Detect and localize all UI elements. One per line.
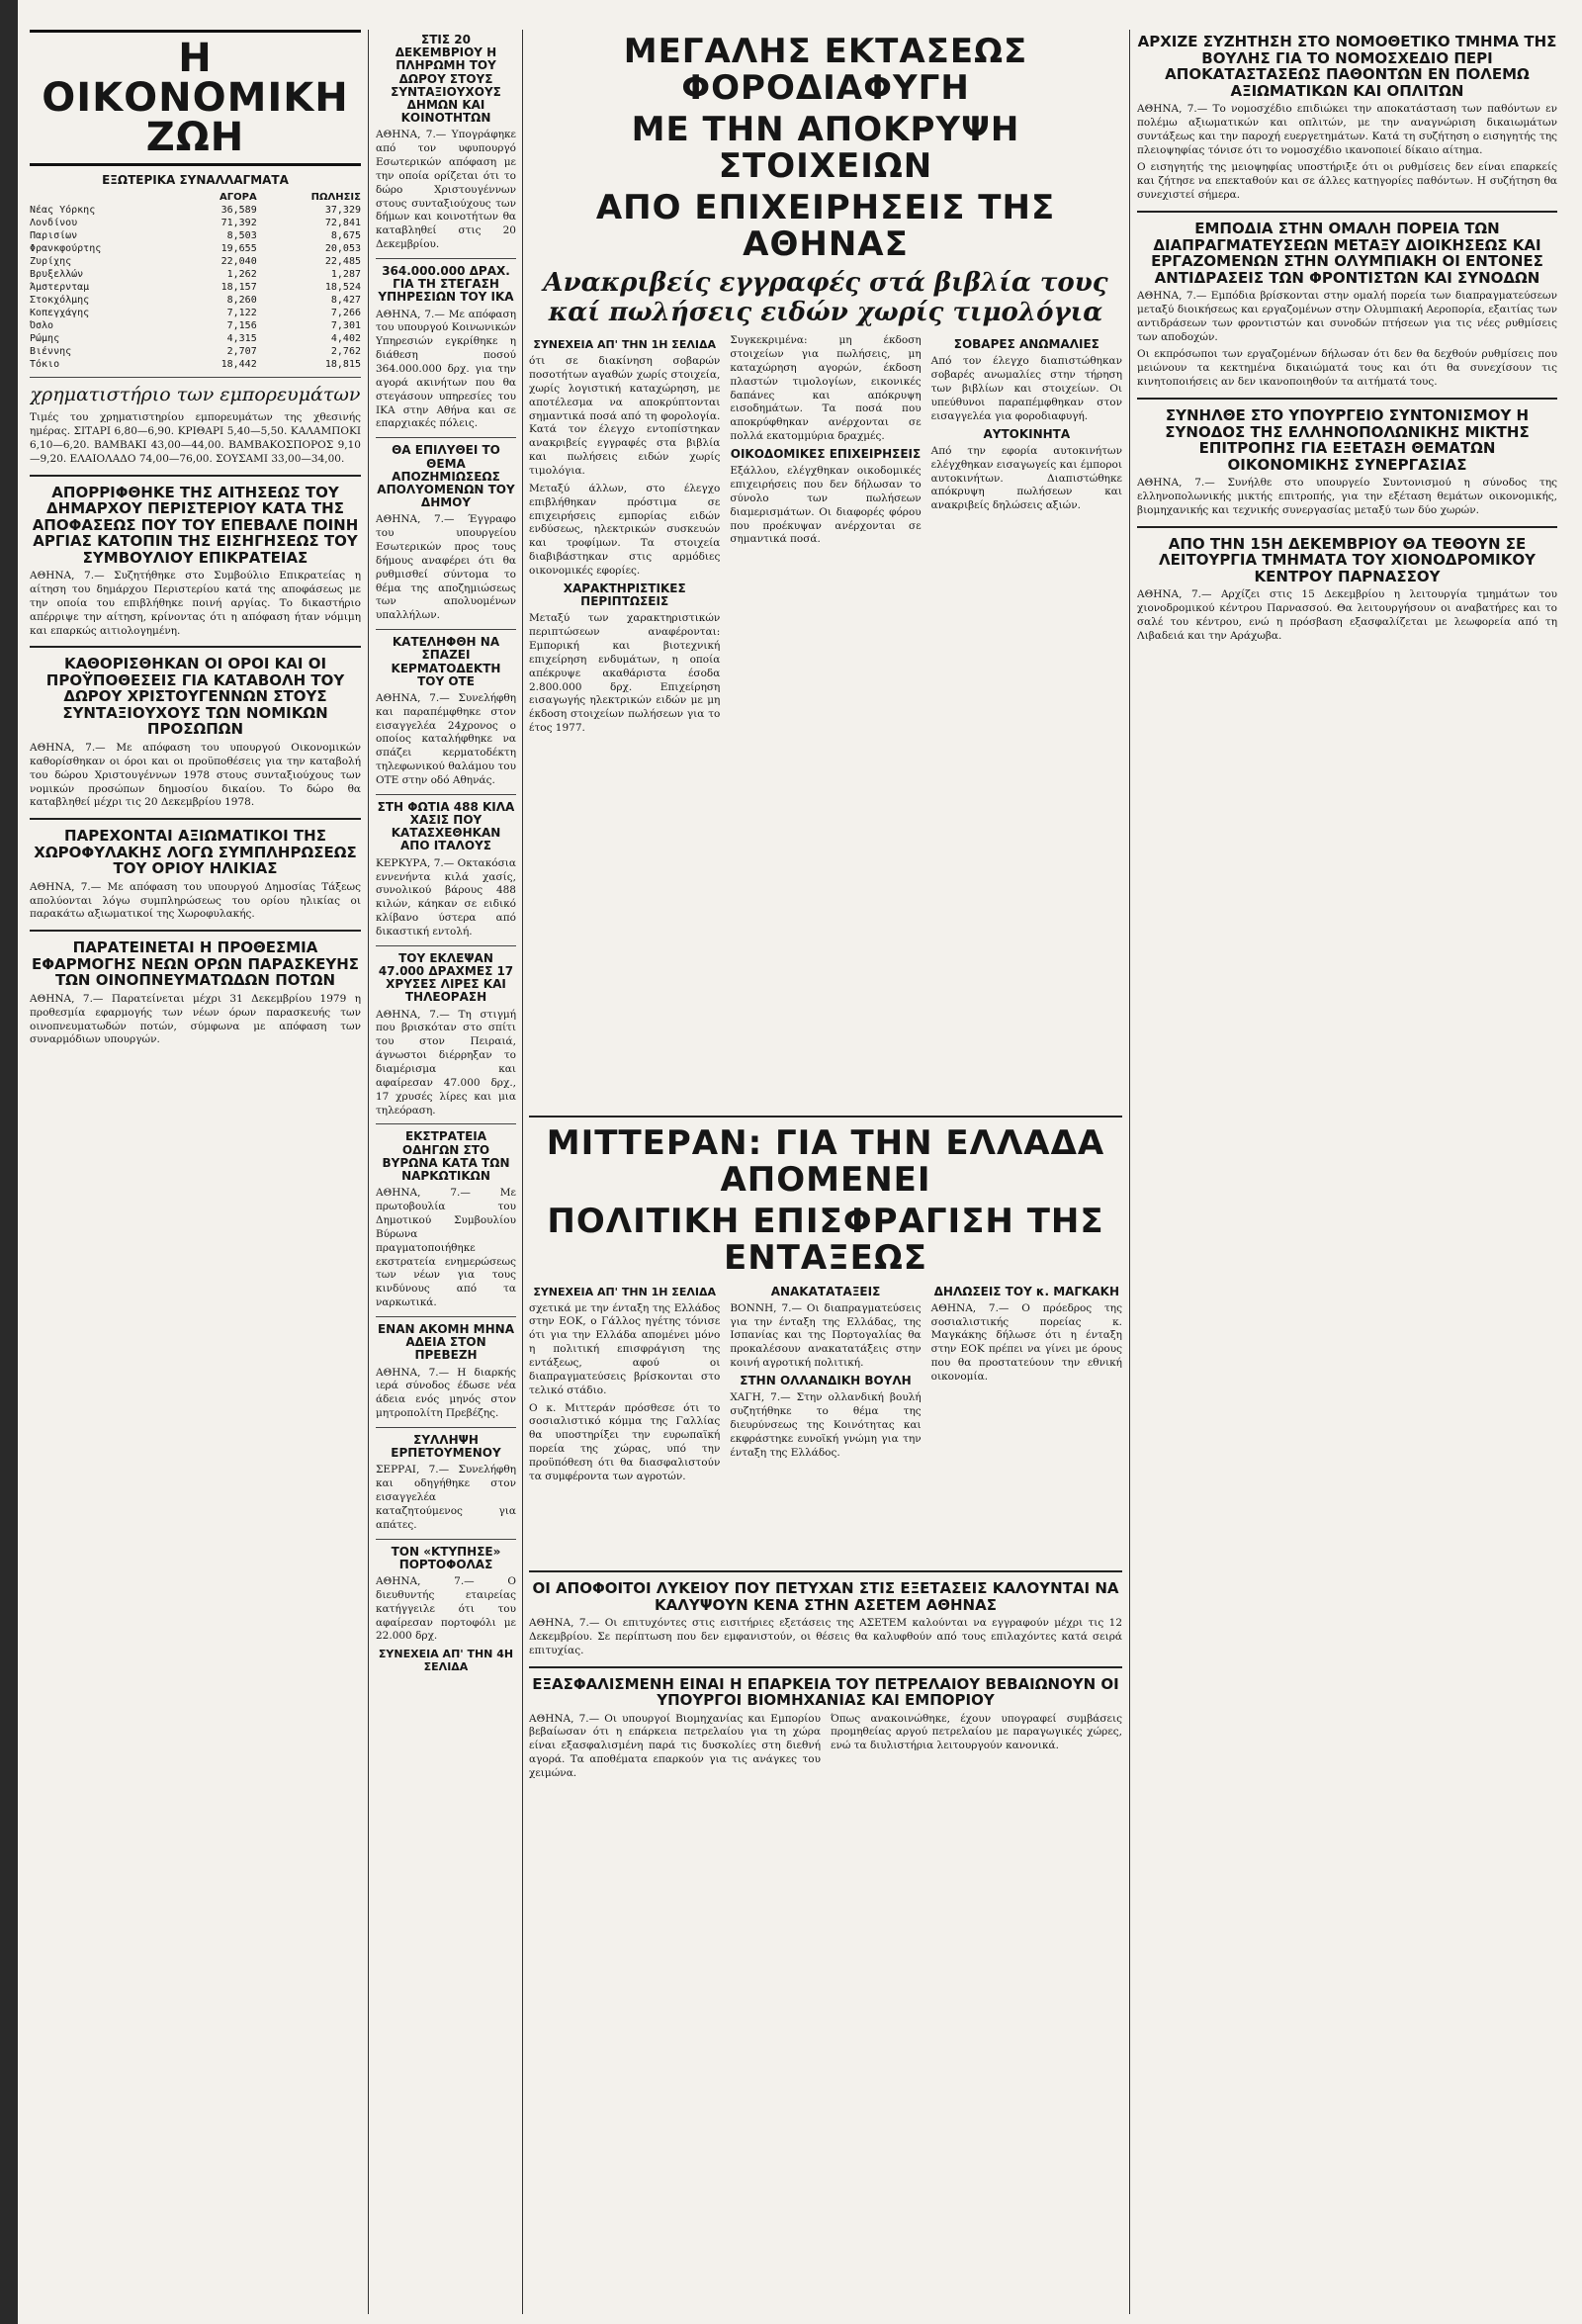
continuation-marker: ΣΥΝΕΧΕΙΑ ΑΠ' ΤΗΝ 4Η ΣΕΛΙΔΑ [378,1648,514,1674]
exchange-buy: 4,315 [226,333,257,345]
exchange-row [30,358,361,371]
exchange-currency: Νέας Υόρκης [30,205,96,217]
section-auto: ΑΥΤΟΚΙΝΗΤΑ [983,426,1071,441]
headline-parnassos: ΑΠΟ ΤΗΝ 15Η ΔΕΚΕΜΒΡΙΟΥ ΘΑ ΤΕΘΟΥΝ ΣΕ ΛΕΙΤΟΥΡΓΙΑ ΤΜΗΜΑΤΑ ΤΟΥ ΧΙΟΝΟΔΡΟΜΙΚΟΥ ΚΕΝΤΡΟΥ ΠΑΡΝΑΣΣΟΥ [1159,534,1536,585]
exchange-sell: 22,485 [324,256,361,268]
article-theft: ΑΘΗΝΑ, 7.— Τη στιγμή που βρισκόταν στο σπίτι του στον Πειραιά, άγνωστοι διέρρηξαν το διαμέρισμα και αφαίρεσαν 47.000 δρχ., 17 χρυσές λίρες και μια τηλεόραση. [376,1008,516,1117]
headline-christmas-bonus: ΚΑΘΟΡΙΣΘΗΚΑΝ ΟΙ ΟΡΟΙ ΚΑΙ ΟΙ ΠΡΟΫΠΟΘΕΣΕΙΣ ΓΙΑ ΚΑΤΑΒΟΛΗ ΤΟΥ ΔΩΡΟΥ ΧΡΙΣΤΟΥΓΕΝΝΩΝ ΣΤΟΥΣ ΣΥΝΤΑΞΙΟΥΧΟΥΣ ΤΩΝ ΝΟΜΙΚΩΝ ΠΡΟΣΩΠΩΝ [45,655,345,739]
headline-greek-polish: ΣΥΝΗΛΘΕ ΣΤΟ ΥΠΟΥΡΓΕΙΟ ΣΥΝΤΟΝΙΣΜΟΥ Η ΣΥΝΟΔΟΣ ΤΗΣ ΕΛΛΗΝΟΠΟΛΩΝΙΚΗΣ ΜΙΚΤΗΣ ΕΠΙΤΡΟΠΗΣ ΓΙΑ ΕΞΕΤΑΣΗ ΘΕΜΑΤΩΝ ΟΙΚΟΝΟΜΙΚΗΣ ΣΥΝΕΡΓΑΣΙΑΣ [1165,406,1530,474]
headline-theft: ΤΟΥ ΕΚΛΕΨΑΝ 47.000 ΔΡΑΧΜΕΣ 17 ΧΡΥΣΕΣ ΛΙΡΕΣ ΚΑΙ ΤΗΛΕΟΡΑΣΗ [378,950,514,1005]
main-text-5: Από τον έλεγχο διαπιστώθηκαν σοβαρές ανωμαλίες στην τήρηση των βιβλίων και στοιχείων. Οι υπεύθυνοι παραπέμφθηκαν στον εισαγγελέα για φοροδιαφυγή. [930,355,1122,422]
exchange-row [30,307,361,319]
exchange-sell: 4,402 [330,333,361,345]
exchange-sell: 7,266 [330,308,361,319]
commodities-text: Τιμές του χρηματιστηρίου εμπορευμάτων της χθεσινής ημέρας. ΣΙΤΑΡΙ 6,80—6,90. ΚΡΙΘΑΡΙ 5,40—5,50. ΚΑΛΑΜΠΟΚΙ 6,10—6,20. ΒΑΜΒΑΚΙ 43,00—44,00. ΒΑΜΒΑΚΟΣΠΟΡΟΣ 9,10—9,20. ΕΛΑΙΟΛΑΔΟ 74,00—76,00. ΣΟΥΣΑΜΙ 33,00—34,00. [30,411,361,465]
commodities-title: χρηματιστήριο των εμπορευμάτων [30,384,361,406]
headline-gendarmerie: ΠΑΡΕΧΟΝΤΑΙ ΑΞΙΩΜΑΤΙΚΟΙ ΤΗΣ ΧΩΡΟΦΥΛΑΚΗΣ ΛΟΓΩ ΣΥΜΠΛΗΡΩΣΕΩΣ ΤΟΥ ΟΡΙΟΥ ΗΛΙΚΙΑΣ [34,827,357,878]
headline-oil: ΕΞΑΣΦΑΛΙΣΜΕΝΗ ΕΙΝΑΙ Η ΕΠΑΡΚΕΙΑ ΤΟΥ ΠΕΤΡΕΛΑΙΟΥ ΒΕΒΑΙΩΝΟΥΝ ΟΙ ΥΠΟΥΡΓΟΙ ΒΙΟΜΗΧΑΝΙΑΣ ΚΑΙ ΕΜΠΟΡΙΟΥ [532,1674,1119,1710]
article-war-victims-2: Ο εισηγητής της μειοψηφίας υποστήριξε ότι οι ρυθμίσεις δεν είναι επαρκείς και ζήτησε να επεκταθούν και σε άλλες κατηγορίες παθόντων. Η συζήτηση θα συνεχιστεί σήμερα. [1137,161,1557,202]
exchange-currency: Παρισίων [30,230,78,242]
article-war-victims: ΑΘΗΝΑ, 7.— Το νομοσχέδιο επιδιώκει την αποκατάσταση των παθόντων εν πολέμω αξιωματικών και οπλιτών, με την αναγνώριση δικαιωμάτων συντάξεως και την παροχή ευεργετημάτων. Κατά τη συζήτηση ο εισηγητής της πλειοψηφίας τόνισε ότι το νομοσχέδιο ικανοποιεί δίκαιο αίτημα. [1137,103,1557,156]
headline-bonus-municipalities: ΣΤΙΣ 20 ΔΕΚΕΜΒΡΙΟΥ Η ΠΛΗΡΩΜΗ ΤΟΥ ΔΩΡΟΥ ΣΤΟΥΣ ΣΥΝΤΑΞΙΟΥΧΟΥΣ ΔΗΜΩΝ ΚΑΙ ΚΟΙΝΟΤΗΤΩΝ [391,33,501,126]
exchange-currency: Όσλο [30,320,54,332]
exchange-row [30,268,361,281]
exchange-buy: 1,262 [226,269,257,281]
column-briefs [376,30,516,2314]
exchange-row [30,319,361,332]
binding-gutter [0,0,18,2324]
exchange-buy: 7,122 [226,308,257,319]
main-subheadline: Ανακριβείς εγγραφές στά βιβλία τους καί πωλήσεις ειδών χωρίς τιμολόγια [543,268,1108,328]
article-ote: ΑΘΗΝΑ, 7.— Συνελήφθη και παραπέμφθηκε στον εισαγγελέα 24χρονος ο οποίος καταλήφθηκε να σπάζει κερματοδέκτη τηλεφωνικού θαλάμου του ΟΤΕ στην οδό Αθηνάς. [376,691,516,787]
article-byronas: ΑΘΗΝΑ, 7.— Με πρωτοβουλία του Δημοτικού Συμβουλίου Βύρωνα πραγματοποιήθηκε εκστρατεία ενημερώσεως των νέων για τους κινδύνους από τα ναρκωτικά. [376,1187,516,1309]
article-olympic: ΑΘΗΝΑ, 7.— Εμπόδια βρίσκονται στην ομαλή πορεία των διαπραγματεύσεων μεταξύ διοικήσεως και εργαζομένων στην Ολυμπιακή Αεροπορία, εξαιτίας των αντιδράσεων των φροντιστών και συνοδών πτήσεων για τις νέες ρυθμίσεις των αποδοχών. [1137,290,1557,343]
exchange-currency: Βιέννης [30,346,72,358]
exchange-table [30,191,361,371]
exchange-buy: 8,260 [226,295,257,307]
mitterrand-continuation: ΣΥΝΕΧΕΙΑ ΑΠ' ΤΗΝ 1Η ΣΕΛΙΔΑ [533,1285,716,1298]
main-text-7: Από την εφορία αυτοκινήτων ελέγχθηκαν εισαγωγείς και έμποροι αυτοκινήτων. Διαπιστώθηκε απόκρυψη πωλήσεων και ανακριβείς δηλώσεις αξιών. [930,444,1122,512]
headline-compensation: ΘΑ ΕΠΙΛΥΘΕΙ ΤΟ ΘΕΜΑ ΑΠΟΖΗΜΙΩΣΕΩΣ ΑΠΟΛΥΟΜΕΝΩΝ ΤΟΥ ΔΗΜΟΥ [377,443,515,510]
headline-hashish: ΣΤΗ ΦΩΤΙΑ 488 ΚΙΛΑ ΧΑΣΙΣ ΠΟΥ ΚΑΤΑΣΧΕΘΗΚΑΝ ΑΠΟ ΙΤΑΛΟΥΣ [377,799,515,853]
exchange-rows [30,204,361,371]
exchange-row [30,332,361,345]
headline-pickpocket: ΤΟΝ «ΚΤΥΠΗΣΕ» ΠΟΡΤΟΦΟΛΑΣ [391,1544,501,1571]
exchange-title: ΕΞΩΤΕΡΙΚΑ ΣΥΝΑΛΛΑΓΜΑΤΑ [102,173,289,187]
main-headline-line2: ΜΕ ΤΗΝ ΑΠΟΚΡΥΨΗ ΣΤΟΙΧΕΙΩΝ [631,109,1020,187]
article-preveza: ΑΘΗΝΑ, 7.— Η διαρκής ιερά σύνοδος έδωσε νέα άδεια ενός μηνός στον μητροπολίτη Πρεβέζης. [376,1366,516,1420]
main-text-2: Μεταξύ άλλων, στο έλεγχο επιβλήθηκαν πρόστιμα σε επιχειρήσεις εμπορίας ειδών ενδύσεως, ηλεκτρικών συσκευών και τροφίμων. Τα στοιχεία διαβιβάστηκαν στις αρμόδιες οικονομικές εφορίες. [529,482,721,578]
exchange-row [30,281,361,294]
headline-spirits: ΠΑΡΑΤΕΙΝΕΤΑΙ Η ΠΡΟΘΕΣΜΙΑ ΕΦΑΡΜΟΓΗΣ ΝΕΩΝ ΟΡΩΝ ΠΑΡΑΣΚΕΥΗΣ ΤΩΝ ΟΙΝΟΠΝΕΥΜΑΤΩΔΩΝ ΠΟΤΩΝ [31,939,359,990]
section-magakis: ΔΗΛΩΣΕΙΣ ΤΟΥ κ. ΜΑΓΚΑΚΗ [933,1284,1119,1298]
exchange-currency: Ρώμης [30,333,60,345]
exchange-currency: Ζυρίχης [30,256,72,268]
headline-war-victims: ΑΡΧΙΖΕ ΣΥΖΗΤΗΣΗ ΣΤΟ ΝΟΜΟΘΕΤΙΚΟ ΤΜΗΜΑ ΤΗΣ ΒΟΥΛΗΣ ΓΙΑ ΤΟ ΝΟΜΟΣΧΕΔΙΟ ΠΕΡΙ ΑΠΟΚΑΤΑΣΤΑΣΕΩΣ ΠΑΘΟΝΤΩΝ ΕΝ ΠΟΛΕΜΩ ΑΞΙΩΜΑΤΙΚΩΝ ΚΑΙ ΟΠΛΙΤΩΝ [1137,33,1557,100]
main-text-3: Συγκεκριμένα: μη έκδοση στοιχείων για πωλήσεις, μη καταχώρηση αγορών, έκδοση πλαστών τιμολογίων, εικονικές δαπάνες και απόκρυψη εισοδημάτων. Τα ποσά που αποκρύφθηκαν ανέρχονται σε πολλά εκατομμύρια δραχμές. [730,334,922,443]
section-masthead: Η ΟΙΚΟΝΟΜΙΚΗ ΖΩΗ [30,30,361,166]
exchange-buy: 8,503 [226,230,257,242]
exchange-row [30,345,361,358]
mitterrand-headline-line2: ΠΟΛΙΤΙΚΗ ΕΠΙΣΦΡΑΓΙΣΗ ΤΗΣ ΕΝΤΑΞΕΩΣ [547,1201,1104,1279]
section-builders: ΟΙΚΟΔΟΜΙΚΕΣ ΕΠΙΧΕΙΡΗΣΕΙΣ [730,447,922,461]
article-parnassos: ΑΘΗΝΑ, 7.— Αρχίζει στις 15 Δεκεμβρίου η λειτουργία τμημάτων του χιονοδρομικού κέντρου Παρνασσού. Θα λειτουργήσουν οι αναβατήρες και το σαλέ του κέντρου, ενώ η πρόσβαση εξασφαλίζεται με λεωφορεία από τη Λιβαδειά και την Αράχωβα. [1137,588,1557,642]
article-gendarmerie: ΑΘΗΝΑ, 7.— Με απόφαση του υπουργού Δημοσίας Τάξεως απολύονται λόγω συμπληρώσεως του ορίου ηλικίας οι παρακάτω αξιωματικοί της Χωροφυλακής. [30,880,361,921]
article-compensation: ΑΘΗΝΑ, 7.— Έγγραφο του υπουργείου Εσωτερικών προς τους δήμους αναφέρει ότι θα ρυθμισθεί σύντομα το θέμα της αποζημιώσεως των απολυομένων υπαλλήλων. [376,513,516,622]
exchange-currency: Άμστερνταμ [30,282,90,294]
lower-center-stories [529,1563,1122,2314]
exchange-sell: 20,053 [324,243,361,255]
exchange-row [30,217,361,229]
main-headline-line3: ΑΠΟ ΕΠΙΧΕΙΡΗΣΕΙΣ ΤΗΣ ΑΘΗΝΑΣ [595,187,1056,264]
article-greek-polish: ΑΘΗΝΑ, 7.— Συνήλθε στο υπουργείο Συντονισμού η σύνοδος της ελληνοπολωνικής μικτής επιτροπής, για την εξέταση θεμάτων οικονομικής, βιομηχανικής και τεχνικής συνεργασίας μεταξύ των δύο χωρών. [1137,477,1557,516]
column-economy [30,30,361,2314]
exchange-col-sell: ΠΩΛΗΣΙΣ [310,192,361,204]
exchange-sell: 18,524 [324,282,361,294]
exchange-buy: 22,040 [220,256,257,268]
article-bonus-municipalities: ΑΘΗΝΑ, 7.— Υπογράφηκε από τον υφυπουργό Εσωτερικών απόφαση με την οποία ορίζεται ότι το δώρο Χριστουγέννων στους συνταξιούχους των δήμων και κοινοτήτων θα καταβληθεί στις 20 Δεκεμβρίου. [376,129,516,251]
article-pickpocket: ΑΘΗΝΑ, 7.— Ο διευθυντής εταιρείας κατήγγειλε ότι του αφαίρεσαν πορτοφόλι με 22.000 δρχ. [376,1574,516,1643]
exchange-col-buy: ΑΓΟΡΑ [220,192,257,204]
exchange-row [30,229,361,242]
exchange-currency: Στοκχόλμης [30,295,90,307]
main-text-4: Μεταξύ των χαρακτηριστικών περιπτώσεων αναφέρονται: Εμπορική και βιοτεχνική επιχείρηση ενδυμάτων, η οποία απέκρυψε ακαθάριστα έσοδα 2.800.000 δρχ. Επιχείρηση εισαγωγής ηλεκτρικών ειδών με μη έκδοση στοιχείων πωλήσεων για το έτος 1977. [529,612,721,735]
exchange-buy: 71,392 [220,218,257,229]
exchange-row [30,294,361,307]
article-arrest: ΣΕΡΡΑΙ, 7.— Συνελήφθη και οδηγήθηκε στον εισαγγελέα καταζητούμενος για απάτες. [376,1464,516,1531]
section-dutch-parliament: ΣΤΗΝ ΟΛΛΑΝΔΙΚΗ ΒΟΥΛΗ [740,1374,912,1388]
headline-byronas: ΕΚΣΤΡΑΤΕΙΑ ΟΔΗΓΩΝ ΣΤΟ ΒΥΡΩΝΑ ΚΑΤΑ ΤΩΝ ΝΑΡΚΩΤΙΚΩΝ [382,1129,510,1184]
exchange-buy: 18,157 [220,282,257,294]
article-olympic-2: Οι εκπρόσωποι των εργαζομένων δήλωσαν ότι δεν θα δεχθούν ρυθμίσεις που μειώνουν τα κεκτημένα δικαιώματά τους και ότι θα συνεχίσουν τις κινητοποιήσεις αν δεν ικανοποιηθούν τα αιτήματά τους. [1137,348,1557,389]
main-story [529,30,1122,1098]
exchange-sell: 18,815 [324,359,361,371]
headline-preveza: ΕΝΑΝ ΑΚΟΜΗ ΜΗΝΑ ΑΔΕΙΑ ΣΤΟΝ ΠΡΕΒΕΖΗ [377,1321,514,1363]
exchange-currency: Φρανκφούρτης [30,243,102,255]
column-right [1137,30,1557,2314]
article-peristeri: ΑΘΗΝΑ, 7.— Συζητήθηκε στο Συμβούλιο Επικρατείας η αίτηση του δημάρχου Περιστερίου κατά της αποφάσεως με την οποία του επιβλήθηκε ποινή αργίας. Το δικαστήριο απέρριψε την αίτηση, κρίνοντας ότι η απόφαση ήταν νόμιμη και επαρκώς αιτιολογημένη. [30,570,361,637]
exchange-currency: Τόκιο [30,359,60,371]
main-text-6: Εξάλλου, ελέγχθηκαν οικοδομικές επιχειρήσεις που δεν δήλωσαν το σύνολο των πωλήσεων διαμερισμάτων. Οι διαφορές φόρου που προέκυψαν ανέρχονται σε σημαντικά ποσά. [730,465,922,546]
mitterrand-text-3: ΒΟΝΝΗ, 7.— Οι διαπραγματεύσεις για την ένταξη της Ελλάδας, της Ισπανίας και της Πορτογαλίας θα προκαλέσουν ανακατατάξεις στην κοινή αγροτική πολιτική. [730,1301,922,1370]
exchange-row [30,242,361,255]
article-hashish: ΚΕΡΚΥΡΑ, 7.— Οκτακόσια εννενήντα κιλά χασίς, συνολικού βάρους 488 κιλών, κάηκαν σε ειδικό κλίβανο ύστερα από δικαστική εντολή. [376,856,516,938]
exchange-buy: 7,156 [226,320,257,332]
exchange-buy: 19,655 [220,243,257,255]
exchange-buy: 2,707 [226,346,257,358]
main-continuation: ΣΥΝΕΧΕΙΑ ΑΠ' ΤΗΝ 1Η ΣΕΛΙΔΑ [533,338,716,352]
exchange-currency: Βρυξελλών [30,269,84,281]
mitterrand-text-5: ΑΘΗΝΑ, 7.— Ο πρόεδρος της σοσιαλιστικής πορείας κ. Μαγκάκης δήλωσε ότι η ένταξη στην ΕΟΚ πρέπει να γίνει με όρους που θα προστατεύουν την εθνική οικονομία. [930,1301,1122,1384]
headline-peristeri: ΑΠΟΡΡΙΦΘΗΚΕ ΤΗΣ ΑΙΤΗΣΕΩΣ ΤΟΥ ΔΗΜΑΡΧΟΥ ΠΕΡΙΣΤΕΡΙΟΥ ΚΑΤΑ ΤΗΣ ΑΠΟΦΑΣΕΩΣ ΠΟΥ ΤΟΥ ΕΠΕΒΑΛΕ ΠΟΙΝΗ ΑΡΓΙΑΣ ΚΑΤΟΠΙΝ ΤΗΣ ΕΙΣΗΓΗΣΕΩΣ ΤΟΥ ΣΥΜΒΟΥΛΙΟΥ ΕΠΙΚΡΑΤΕΙΑΣ [32,483,359,567]
headline-arrest: ΣΥΛΛΗΨΗ ΕΡΠΕΤΟΥΜΕΝΟΥ [391,1432,501,1461]
article-oil-2: Όπως ανακοινώθηκε, έχουν υπογραφεί συμβάσεις προμηθείας αργού πετρελαίου με παραγωγικές χώρες, ενώ τα διυλιστήρια λειτουργούν κανονικά. [831,1712,1122,1752]
exchange-sell: 1,287 [330,269,361,281]
mitterrand-text-1: σχετικά με την ένταξη της Ελλάδος στην ΕΟΚ, ο Γάλλος ηγέτης τόνισε ότι για την Ελλάδα απομένει μόνο η πολιτική επισφράγιση της εντάξεως, αφού οι διαπραγματεύσεις βρίσκονται στο τελικό στάδιο. [529,1301,721,1396]
headline-lyceum: ΟΙ ΑΠΟΦΟΙΤΟΙ ΛΥΚΕΙΟΥ ΠΟΥ ΠΕΤΥΧΑΝ ΣΤΙΣ ΕΞΕΤΑΣΕΙΣ ΚΑΛΟΥΝΤΑΙ ΝΑ ΚΑΛΥΨΟΥΝ ΚΕΝΑ ΣΤΗΝ ΑΣΕΤΕΜ ΑΘΗΝΑΣ [532,1579,1119,1614]
exchange-sell: 8,427 [330,295,361,307]
section-reactions: ΑΝΑΚΑΤΑΤΑΞΕΙΣ [770,1284,881,1298]
exchange-sell: 37,329 [324,205,361,217]
exchange-buy: 18,442 [220,359,257,371]
section-serious: ΣΟΒΑΡΕΣ ΑΝΩΜΑΛΙΕΣ [953,337,1099,352]
mitterrand-text-4: ΧΑΓΗ, 7.— Στην ολλανδική βουλή συζητήθηκε το θέμα της διευρύνσεως της Κοινότητας και εκφράστηκε ευνοϊκή γνώμη για την ένταξη της Ελλάδος. [730,1391,922,1459]
headline-olympic: ΕΜΠΟΔΙΑ ΣΤΗΝ ΟΜΑΛΗ ΠΟΡΕΙΑ ΤΩΝ ΔΙΑΠΡΑΓΜΑΤΕΥΣΕΩΝ ΜΕΤΑΞΥ ΔΙΟΙΚΗΣΕΩΣ ΚΑΙ ΕΡΓΑΖΟΜΕΝΩΝ ΣΤΗΝ ΟΛΥΜΠΙΑΚΗ ΟΙ ΕΝΤΟΝΕΣ ΑΝΤΙΔΡΑΣΕΙΣ ΤΩΝ ΦΡΟΝΤΙΣΤΩΝ ΚΑΙ ΣΥΝΟΔΩΝ [1151,220,1543,287]
mitterrand-headline-line1: ΜΙΤΤΕΡΑΝ: ΓΙΑ ΤΗΝ ΕΛΛΑΔΑ ΑΠΟΜΕΝΕΙ [546,1123,1105,1201]
headline-ote: ΚΑΤΕΛΗΦΘΗ ΝΑ ΣΠΑΖΕΙ ΚΕΡΜΑΤΟΔΕΚΤΗ ΤΟΥ ΟΤΕ [391,635,501,688]
main-text-1: ότι σε διακίνηση σοβαρών ποσοτήτων αγαθών χωρίς στοιχεία, χωρίς λογιστική καταχώρηση, με αποτέλεσμα να αποκρύπτονται σημαντικά ποσά από τη φορολογία. Κατά τον έλεγχο εντοπίστηκαν ανακριβείς εγγραφές στα βιβλία και πωλήσεις ειδών χωρίς τιμολόγια. [529,355,721,477]
exchange-row [30,255,361,268]
main-headline-line1: ΜΕΓΑΛΗΣ ΕΚΤΑΣΕΩΣ ΦΟΡΟΔΙΑΦΥΓΗ [623,32,1028,109]
article-oil: ΑΘΗΝΑ, 7.— Οι υπουργοί Βιομηχανίας και Εμπορίου βεβαίωσαν ότι η επάρκεια πετρελαίου για τη χώρα είναι εξασφαλισμένη παρά τις δυσκολίες στη διεθνή αγορά. Τα αποθέματα επαρκούν για τις ανάγκες του χειμώνα. [529,1712,821,1780]
exchange-row [30,204,361,217]
mitterrand-text-2: Ο κ. Μιττεράν πρόσθεσε ότι το σοσιαλιστικό κόμμα της Γαλλίας θα υποστηρίξει την ευρωπαϊκή πορεία της χώρας, υπό την προϋπόθεση ότι θα διασφαλιστούν τα συμφέροντα των αγροτών. [529,1401,721,1482]
article-ika: ΑΘΗΝΑ, 7.— Με απόφαση του υπουργού Κοινωνικών Υπηρεσιών εγκρίθηκε η διάθεση ποσού 364.000.000 δρχ. για την αγορά ακινήτων που θα στεγάσουν υπηρεσίες του ΙΚΑ στην Αθήνα και σε επαρχιακές πόλεις. [376,308,516,430]
headline-ika: 364.000.000 ΔΡΑΧ. ΓΙΑ ΤΗ ΣΤΕΓΑΣΗ ΥΠΗΡΕΣΙΩΝ ΤΟΥ ΙΚΑ [378,264,514,305]
exchange-sell: 72,841 [324,218,361,229]
article-spirits: ΑΘΗΝΑ, 7.— Παρατείνεται μέχρι 31 Δεκεμβρίου 1979 η προθεσμία εφαρμογής των νέων όρων παρασκευής των οινοπνευματωδών ποτών, σύμφωνα με απόφαση των συναρμόδιων υπουργών. [30,992,361,1046]
mitterrand-story [529,1108,1122,1543]
exchange-currency: Λονδίνου [30,218,78,229]
article-christmas-bonus: ΑΘΗΝΑ, 7.— Με απόφαση του υπουργού Οικονομικών καθορίσθηκαν οι όροι και οι προϋποθέσεις για την καταβολή του δώρου Χριστουγέννων 1978 στους συνταξιούχους των νομικών προσώπων δημοσίου δικαίου. Το δώρο θα καταβληθεί μέχρι τις 20 Δεκεμβρίου 1978. [30,741,361,809]
article-lyceum: ΑΘΗΝΑ, 7.— Οι επιτυχόντες στις εισιτήριες εξετάσεις της ΑΣΕΤΕΜ καλούνται να εγγραφούν μέχρι τις 12 Δεκεμβρίου. Σε περίπτωση που δεν εμφανιστούν, οι θέσεις θα καλυφθούν από τους επιλαχόντες κατά σειρά επιτυχίας. [529,1617,1122,1656]
section-characteristic: ΧΑΡΑΚΤΗΡΙΣΤΙΚΕΣ ΠΕΡΙΠΤΩΣΕΙΣ [563,581,686,609]
exchange-sell: 8,675 [330,230,361,242]
exchange-sell: 2,762 [330,346,361,358]
exchange-sell: 7,301 [330,320,361,332]
exchange-currency: Κοπεγχάγης [30,308,90,319]
exchange-buy: 36,589 [220,205,257,217]
